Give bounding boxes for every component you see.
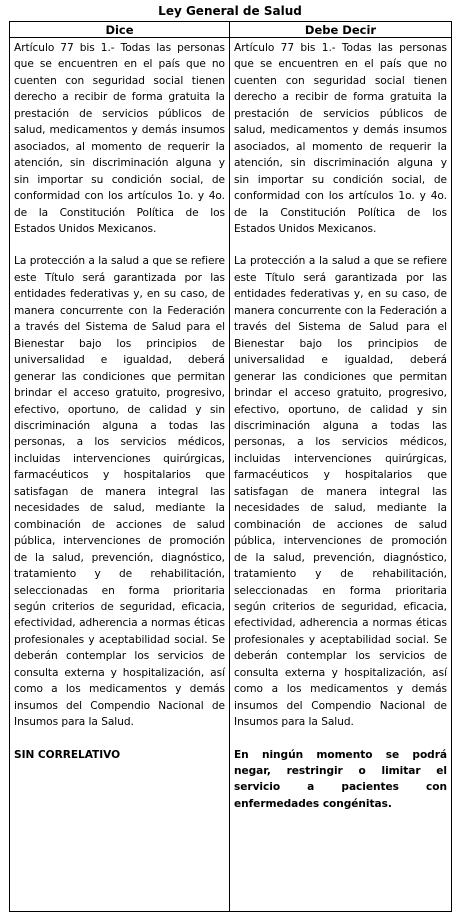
debe-decir-new-provision: En ningún momento se podrá negar, restringir o limitar el servicio a pacientes con enfermedades congénitas. xyxy=(234,748,447,810)
debe-decir-protection-paragraph: La protección a la salud a que se refiere este Título será garantizada por las entidades federativas y, en su caso, de manera concurrente con la Federación a través del Sistema de Salud para el Bienestar bajo los principios de universalidad e igualdad, deberá generar las condiciones que permitan brindar el acceso gratuito, progresivo, efectivo, oportuno, de calidad y sin discriminación alguna a todas las personas, a los servicios médicos, incluidas intervenciones quirúrgicas, farmacéuticos y hospitalarios que satisfagan de manera integral las necesidades de salud, mediante la combinación de acciones de salud pública, intervenciones de promoción de la salud, prevención, diagnóstico, tratamiento y de rehabilitación, seleccionadas en forma prioritaria según criterios de seguridad, eficacia, efectividad, adherencia a normas éticas profesionales y aceptabilidad social. Se deberán contemplar los servicios de consulta externa y hospitalización, así como a los medicamentos y demás insumos del Compendio Nacional de Insumos para la Salud. xyxy=(234,255,447,729)
header-debe-decir: Debe Decir xyxy=(230,22,452,38)
document-title: Ley General de Salud xyxy=(158,4,302,18)
column-dice xyxy=(10,38,230,912)
paragraph-spacer xyxy=(14,237,225,253)
column-debe-decir xyxy=(230,38,452,912)
table-row xyxy=(10,38,452,912)
comparison-table xyxy=(9,21,452,912)
dice-sin-correlativo: SIN CORRELATIVO xyxy=(14,748,121,761)
paragraph-spacer xyxy=(14,731,225,747)
dice-article-paragraph: Artículo 77 bis 1.- Todas las personas que se encuentren en el país que no cuenten con seguridad social tienen derecho a recibir de forma gratuita la prestación de servicios públicos de salud, medicamentos y demás insumos asociados, al momento de requerir la atención, sin discriminación alguna y sin importar su condición social, de conformidad con los artículos 1o. y 4o. de la Constitución Política de los Estados Unidos Mexicanos. xyxy=(14,42,225,235)
table-header-row xyxy=(10,22,452,38)
paragraph-spacer xyxy=(234,237,447,253)
paragraph-spacer xyxy=(234,731,447,747)
dice-protection-paragraph: La protección a la salud a que se refiere este Título será garantizada por las entidades federativas y, en su caso, de manera concurrente con la Federación a través del Sistema de Salud para el Bienestar bajo los principios de universalidad e igualdad, deberá generar las condiciones que permitan brindar el acceso gratuito, progresivo, efectivo, oportuno, de calidad y sin discriminación alguna a todas las personas, a los servicios médicos, incluidas intervenciones quirúrgicas, farmacéuticos y hospitalarios que satisfagan de manera integral las necesidades de salud, mediante la combinación de acciones de salud pública, intervenciones de promoción de la salud, prevención, diagnóstico, tratamiento y de rehabilitación, seleccionadas en forma prioritaria según criterios de seguridad, eficacia, efectividad, adherencia a normas éticas profesionales y aceptabilidad social. Se deberán contemplar los servicios de consulta externa y hospitalización, así como a los medicamentos y demás insumos del Compendio Nacional de Insumos para la Salud. xyxy=(14,255,225,729)
header-dice: Dice xyxy=(10,22,230,38)
debe-decir-article-paragraph: Artículo 77 bis 1.- Todas las personas que se encuentren en el país que no cuenten con seguridad social tienen derecho a recibir de forma gratuita la prestación de servicios públicos de salud, medicamentos y demás insumos asociados, al momento de requerir la atención, sin discriminación alguna y sin importar su condición social, de conformidad con los artículos 1o. y 4o. de la Constitución Política de los Estados Unidos Mexicanos. xyxy=(234,42,447,235)
